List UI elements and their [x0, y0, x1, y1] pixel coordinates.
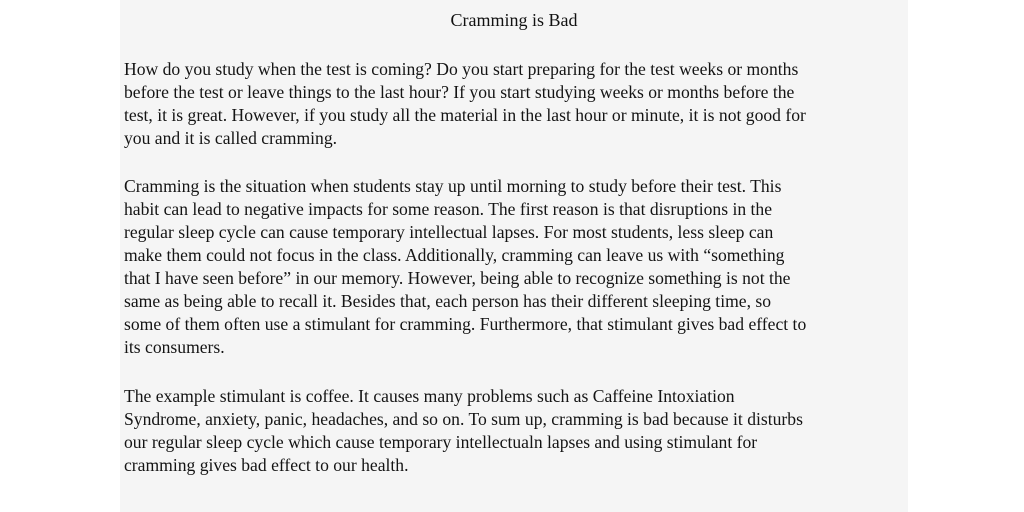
- text-line: you and it is called cramming.: [124, 128, 338, 148]
- text-line: our regular sleep cycle which cause temporary intellectualn lapses and using stimulant for: [124, 432, 758, 452]
- text-line: habit can lead to negative impacts for some reason. The first reason is that disruptions in the: [124, 199, 773, 219]
- paragraph-conclusion: [124, 385, 910, 477]
- paragraph-intro: [124, 58, 910, 150]
- text-line: cramming gives bad effect to our health.: [124, 455, 409, 475]
- text-line: Syndrome, anxiety, panic, headaches, and so on. To sum up, cramming is bad because it disturbs: [124, 409, 803, 429]
- text-line: The example stimulant is coffee. It causes many problems such as Caffeine Intoxiation: [124, 386, 735, 406]
- text-line: same as being able to recall it. Besides that, each person has their different sleeping time, so: [124, 291, 772, 311]
- paragraph-body: [124, 175, 910, 359]
- text-line: before the test or leave things to the last hour? If you start studying weeks or months before the: [124, 82, 795, 102]
- text-line: make them could not focus in the class. Additionally, cramming can leave us with “something: [124, 245, 785, 265]
- text-line: regular sleep cycle can cause temporary intellectual lapses. For most students, less sleep can: [124, 222, 774, 242]
- text-line: that I have seen before” in our memory. However, being able to recognize something is not the: [124, 268, 791, 288]
- text-line: Cramming is the situation when students stay up until morning to study before their test. This: [124, 176, 782, 196]
- document-page: [120, 0, 908, 512]
- text-line: How do you study when the test is coming? Do you start preparing for the test weeks or months: [124, 59, 799, 79]
- document-title: Cramming is Bad: [450, 10, 578, 30]
- text-line: some of them often use a stimulant for cramming. Furthermore, that stimulant gives bad effect to: [124, 314, 807, 334]
- text-line: its consumers.: [124, 337, 225, 357]
- text-line: test, it is great. However, if you study all the material in the last hour or minute, it is not good for: [124, 105, 806, 125]
